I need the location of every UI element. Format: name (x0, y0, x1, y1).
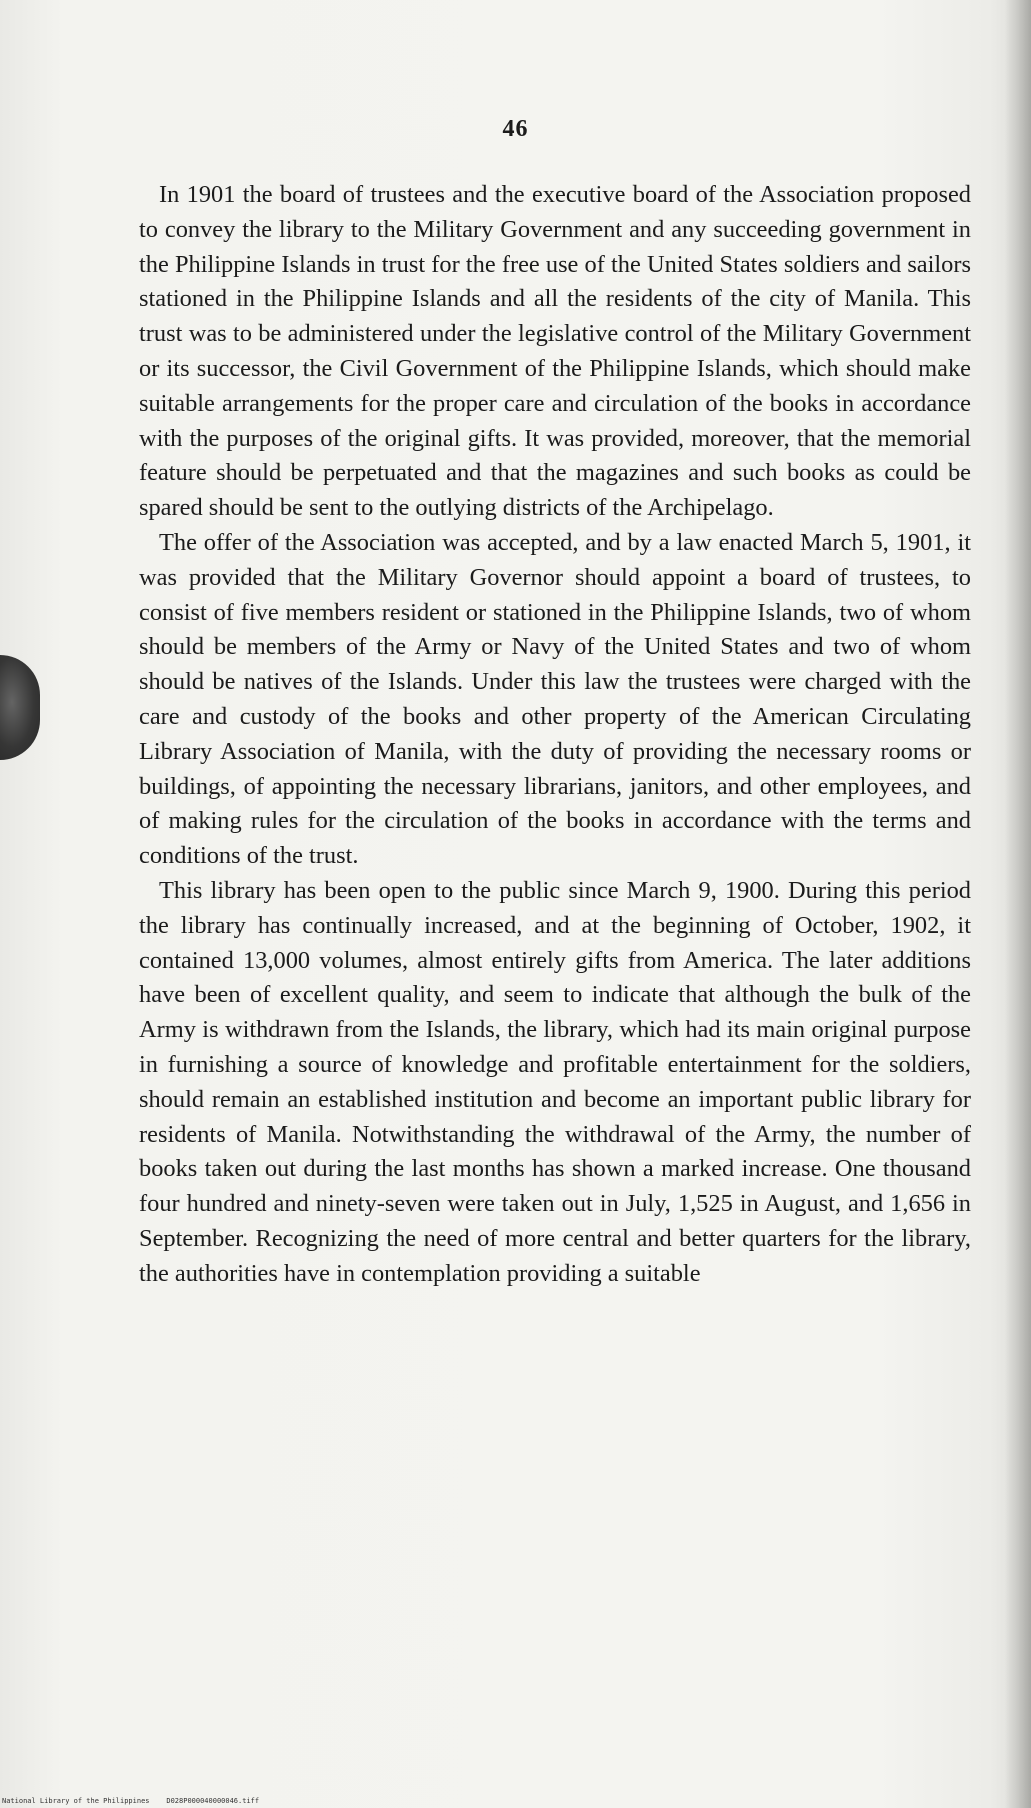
paragraph-2: The offer of the Association was accepted, and by a law enacted March 5, 1901, it was provided that the Military Governor should appoint a board of trustees, to consist of five members resident or stationed in the Philippine Islands, two of whom should be members of the Army or Navy of the United States and two of whom should be natives of the Islands. Under this law the trustees were charged with the care and custody of the books and other property of the American Circulating Library Association of Manila, with the duty of providing the necessary rooms or buildings, of appointing the necessary librarians, janitors, and other employees, and of making rules for the circulation of the books in accordance with the terms and conditions of the trust. (139, 528, 971, 870)
paragraph-3: This library has been open to the public since March 9, 1900. During this period the library has continually increased, and at the beginning of October, 1902, it contained 13,000 volumes, almost entirely gifts from America. The later additions have been of excellent quality, and seem to indicate that although the bulk of the Army is withdrawn from the Islands, the library, which had its main original purpose in furnishing a source of knowledge and profitable entertainment for the soldiers, should remain an established institution and become an important public library for residents of Manila. Notwithstanding the withdrawal of the Army, the number of books taken out during the last months has shown a marked increase. One thousand four hundred and ninety-seven were taken out in July, 1,525 in August, and 1,656 in September. Recognizing the need of more central and better quarters for the library, the authorities have in contemplation providing a suitable (139, 876, 971, 1287)
footer-filename: D028P000040000046.tiff (166, 1797, 260, 1805)
page-edge-shadow (1005, 0, 1031, 1808)
binding-hole-mark (0, 655, 40, 760)
footer-source: National Library of the Philippines (2, 1797, 150, 1805)
body-text (139, 178, 971, 1292)
paragraph-1: In 1901 the board of trustees and the executive board of the Association proposed to convey the library to the Military Government and any succeeding government in the Philippine Islands in trust for the free use of the United States soldiers and sailors stationed in the Philippine Islands and all the residents of the city of Manila. This trust was to be administered under the legislative control of the Military Government or its successor, the Civil Government of the Philippine Islands, which should make suitable arrangements for the proper care and circulation of the books in accordance with the purposes of the original gifts. It was provided, moreover, that the memorial feature should be perpetuated and that the magazines and such books as could be spared should be sent to the outlying districts of the Archipelago. (139, 181, 971, 522)
scan-footer (2, 1797, 259, 1805)
page-number: 46 (502, 116, 529, 142)
